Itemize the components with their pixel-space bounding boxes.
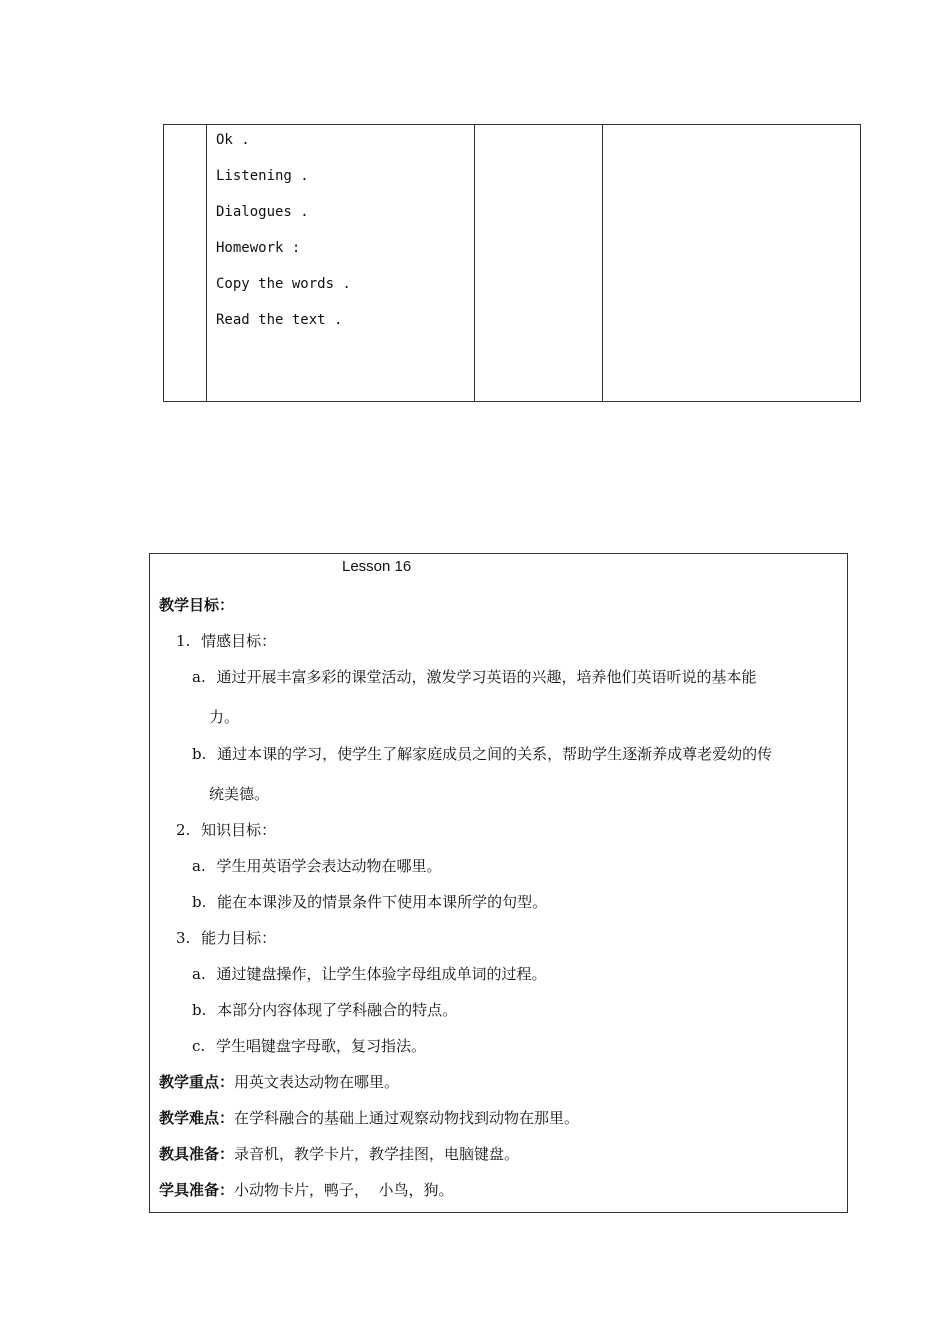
list-item [192,856,442,876]
section-number: 1. [176,632,191,650]
list-item [192,1000,457,1020]
list-item [192,1036,426,1056]
teaching-tools-label: 教具准备： [159,1145,235,1163]
item-text: 本部分内容体现了学科融合的特点。 [217,1001,458,1019]
item-marker: b. [192,1001,207,1019]
column-divider [602,125,603,401]
item-text: 通过本课的学习，使学生了解家庭成员之间的关系，帮助学生逐渐养成尊老爱幼的传 [217,745,773,763]
item-marker: a. [192,965,206,983]
section-heading [176,631,276,651]
list-item [192,667,757,687]
item-text-continued: 力。 [209,708,240,726]
item-marker: b. [192,745,207,763]
section-number: 3. [176,929,191,947]
item-text: 通过开展丰富多彩的课堂活动，激发学习英语的兴趣，培养他们英语听说的基本能 [216,668,757,686]
difficulties-row [159,1108,579,1128]
item-marker: a. [192,857,206,875]
item-marker: b. [192,893,207,911]
item-text: 学生用英语学会表达动物在哪里。 [216,857,442,875]
activity-line: Copy the words . [216,276,351,292]
teaching-tools-text: 录音机，教学卡片，教学挂图，电脑键盘。 [234,1145,520,1163]
lesson-table-continuation [163,124,861,402]
difficulties-label: 教学难点： [159,1109,235,1127]
lesson-title: Lesson 16 [342,558,412,575]
section-heading [176,820,276,840]
section-number: 2. [176,821,191,839]
item-text: 能在本课涉及的情景条件下使用本课所学的句型。 [217,893,548,911]
list-item [192,964,547,984]
column-divider [206,125,207,401]
difficulties-text: 在学科融合的基础上通过观察动物找到动物在那里。 [234,1109,580,1127]
activity-line: Listening . [216,168,309,184]
teaching-tools-row [159,1144,519,1164]
item-marker: c. [192,1037,206,1055]
activity-line: Homework : [216,240,301,256]
student-tools-row [159,1180,454,1200]
key-points-label: 教学重点： [159,1073,235,1091]
item-text: 学生唱键盘字母歌，复习指法。 [215,1037,426,1055]
objectives-heading: 教学目标： [159,596,235,614]
section-heading [176,928,276,948]
key-points-text: 用英文表达动物在哪里。 [234,1073,400,1091]
item-text: 通过键盘操作，让学生体验字母组成单词的过程。 [216,965,547,983]
section-title: 能力目标： [201,929,277,947]
key-points-row [159,1072,399,1092]
section-title: 情感目标： [201,632,277,650]
column-divider [474,125,475,401]
item-text-continued: 统美德。 [209,785,270,803]
activity-line: Read the text . [216,312,343,328]
activity-line: Dialogues . [216,204,309,220]
list-item [192,744,772,764]
lesson-plan-box [149,553,848,1213]
student-tools-text: 小动物卡片，鸭子， 小鸟，狗。 [234,1181,454,1199]
student-tools-label: 学具准备： [159,1181,235,1199]
section-title: 知识目标： [201,821,277,839]
list-item [192,892,547,912]
item-marker: a. [192,668,206,686]
activity-line: Ok . [216,132,250,148]
